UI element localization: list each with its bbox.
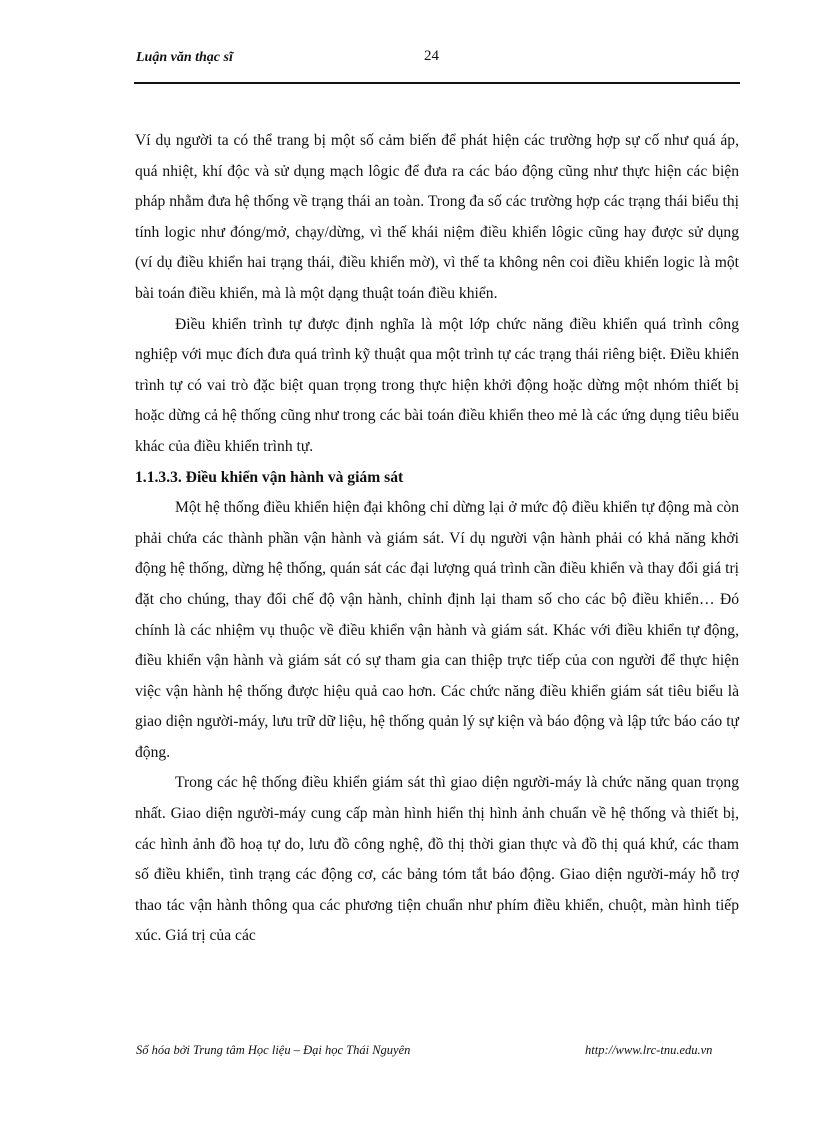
document-body [135, 126, 739, 952]
header-title: Luận văn thạc sĩ [136, 50, 233, 65]
section-heading: 1.1.3.3. Điều khiển vận hành và giám sát [135, 468, 404, 486]
paragraph-3: Một hệ thống điều khiển hiện đại không chỉ dừng lại ở mức độ điều khiển tự động mà còn phải chứa các thành phần vận hành và giám sát. Ví dụ người vận hành phải có khả năng khởi động hệ thống, dừng hệ thống, quán sát các đại lượng quá trình cần điều khiển và thay đổi giá trị đặt cho chúng, thay đổi chế độ vận hành, chỉnh định lại tham số cho các bộ điều khiển… Đó chính là các nhiệm vụ thuộc về điều khiển vận hành và giám sát. Khác với điều khiển tự động, điều khiển vận hành và giám sát có sự tham gia can thiệp trực tiếp của con người để thực hiện việc vận hành hệ thống được hiệu quả cao hơn. Các chức năng điều khiển giám sát tiêu biểu là giao diện người-máy, lưu trữ dữ liệu, hệ thống quản lý sự kiện và báo động và lập tức báo cáo tự động. [135, 499, 739, 761]
paragraph-1: Ví dụ người ta có thể trang bị một số cảm biến để phát hiện các trường hợp sự cố như quá áp, quá nhiệt, khí độc và sử dụng mạch lôgic để đưa ra các báo động cũng như thực hiện các biện pháp nhằm đưa hệ thống về trạng thái an toàn. Trong đa số các trường hợp các trạng thái biểu thị tính logic như đóng/mở, chạy/dừng, vì thế khái niệm điều khiển lôgic cũng hay được sử dụng (ví dụ điều khiển hai trạng thái, điều khiển mờ), vì thế ta không nên coi điều khiển logic là một bài toán điều khiển, mà là một dạng thuật toán điều khiển. [135, 132, 739, 302]
paragraph-4: Trong các hệ thống điều khiển giám sát thì giao diện người-máy là chức năng quan trọng nhất. Giao diện người-máy cung cấp màn hình hiển thị hình ảnh chuẩn về hệ thống và thiết bị, các hình ảnh đồ hoạ tự do, lưu đồ công nghệ, đồ thị thời gian thực và đồ thị quá khứ, các tham số điều khiển, tình trạng các động cơ, các bảng tóm tắt báo động. Giao diện người-máy hỗ trợ thao tác vận hành thông qua các phương tiện chuẩn như phím điều khiển, chuột, màn hình tiếp xúc. Giá trị của các [135, 774, 739, 945]
footer-source: Số hóa bởi Trung tâm Học liệu – Đại học Thái Nguyên [136, 1043, 411, 1057]
paragraph-2: Điều khiển trình tự được định nghĩa là một lớp chức năng điều khiển quá trình công nghiệp với mục đích đưa quá trình kỹ thuật qua một trình tự các trạng thái riêng biệt. Điều khiển trình tự có vai trò đặc biệt quan trọng trong thực hiện khởi động hoặc dừng một nhóm thiết bị hoặc dừng cả hệ thống cũng như trong các bài toán điều khiển theo mẻ là các ứng dụng tiêu biểu khác của điều khiển trình tự. [135, 315, 739, 455]
page-number: 24 [424, 48, 439, 64]
header-divider [134, 82, 740, 84]
footer-url: http://www.lrc-tnu.edu.vn [585, 1043, 713, 1057]
